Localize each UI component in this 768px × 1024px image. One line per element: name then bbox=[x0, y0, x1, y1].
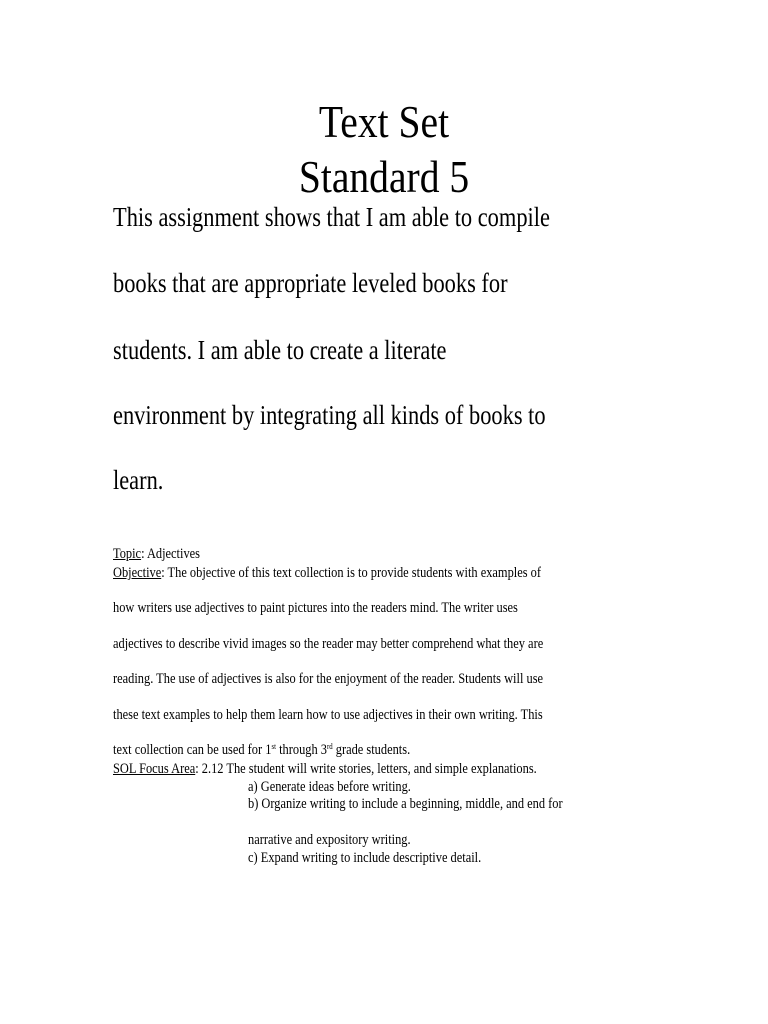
intro-line-4: environment by integrating all kinds of books to bbox=[113, 400, 546, 430]
objective-line-1 bbox=[113, 565, 541, 582]
sol-item-b: b) Organize writing to include a beginning, middle, and end for bbox=[248, 796, 563, 812]
ordinal-suffix-2: rd bbox=[326, 742, 333, 751]
objective-line-6 bbox=[113, 742, 410, 759]
objective-line-4: reading. The use of adjectives is also for the enjoyment of the reader. Students will use bbox=[113, 671, 544, 687]
page-title: Text Set bbox=[318, 96, 450, 147]
intro-line-2: books that are appropriate leveled books for bbox=[113, 268, 508, 298]
sol-text: : 2.12 The student will write stories, letters, and simple explanations. bbox=[195, 761, 537, 777]
objective-line-2: how writers use adjectives to paint pictures into the readers mind. The writer uses bbox=[113, 600, 518, 616]
page-subtitle: Standard 5 bbox=[298, 151, 470, 202]
objective-label: Objective bbox=[113, 565, 162, 581]
topic-line bbox=[113, 546, 200, 563]
sol-label: SOL Focus Area bbox=[113, 761, 196, 777]
ordinal-suffix-1: st bbox=[271, 742, 276, 751]
topic-value: : Adjectives bbox=[141, 546, 200, 562]
sol-item-a: a) Generate ideas before writing. bbox=[248, 779, 411, 795]
sol-line bbox=[113, 761, 537, 778]
intro-line-3: students. I am able to create a literate bbox=[113, 335, 447, 365]
objective-text-1: : The objective of this text collection is to provide students with examples of bbox=[161, 565, 541, 581]
objective-text-6a: text collection can be used for 1 bbox=[113, 742, 272, 758]
objective-text-6c: grade students. bbox=[332, 742, 411, 758]
sol-item-b-continued: narrative and expository writing. bbox=[248, 832, 411, 848]
intro-line-5: learn. bbox=[113, 465, 164, 495]
objective-line-5: these text examples to help them learn how to use adjectives in their own writing. This bbox=[113, 707, 543, 723]
topic-label: Topic bbox=[113, 546, 142, 562]
sol-item-c: c) Expand writing to include descriptive detail. bbox=[248, 850, 482, 866]
objective-text-6b: through 3 bbox=[275, 742, 327, 758]
intro-line-1: This assignment shows that I am able to compile bbox=[113, 202, 550, 232]
objective-line-3: adjectives to describe vivid images so the reader may better comprehend what they are bbox=[113, 636, 544, 652]
